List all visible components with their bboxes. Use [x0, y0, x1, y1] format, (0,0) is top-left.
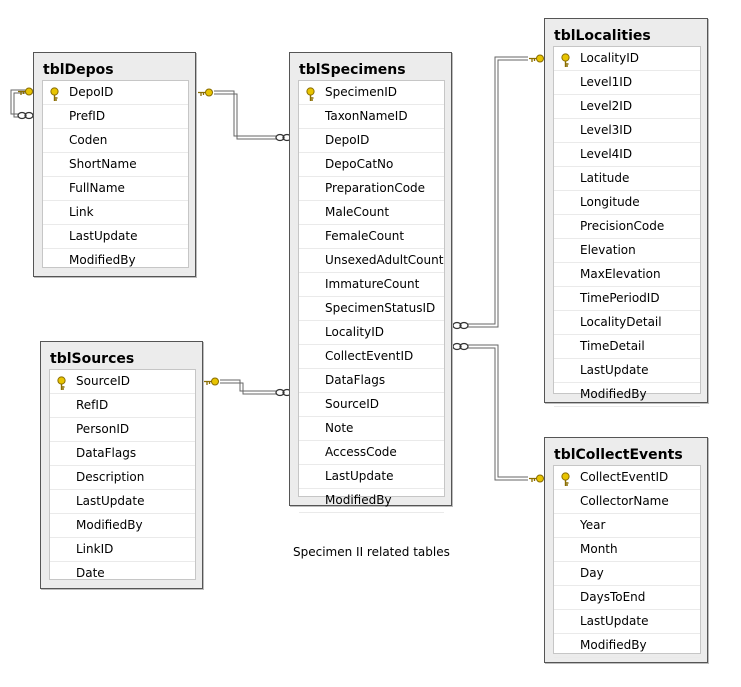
field-name: FullName — [69, 181, 125, 195]
field-name: PersonID — [76, 422, 130, 436]
field-name: CollectEventID — [325, 349, 414, 363]
field-name: PrefID — [69, 109, 106, 123]
field-row[interactable] — [554, 634, 700, 658]
field-row[interactable] — [299, 129, 444, 153]
field-name: LocalityID — [325, 325, 385, 339]
field-name: LastUpdate — [76, 494, 145, 508]
field-name: LastUpdate — [69, 229, 138, 243]
many-end-marker-specimens-locality — [453, 323, 468, 329]
field-name: Date — [76, 566, 105, 580]
field-row[interactable] — [43, 105, 188, 129]
field-name: PrecisionCode — [580, 219, 665, 233]
field-row[interactable] — [554, 95, 700, 119]
field-name: TimeDetail — [580, 339, 645, 353]
field-row[interactable] — [299, 225, 444, 249]
field-row[interactable] — [50, 418, 195, 442]
table-tbllocalities[interactable] — [544, 18, 708, 403]
primary-key-icon — [304, 85, 318, 100]
field-row[interactable] — [50, 538, 195, 562]
field-row[interactable] — [554, 610, 700, 634]
field-name: MaxElevation — [580, 267, 661, 281]
field-name: DaysToEnd — [580, 590, 646, 604]
field-name: MaleCount — [325, 205, 390, 219]
field-name: TimePeriodID — [580, 291, 660, 305]
field-row[interactable] — [554, 47, 700, 71]
table-tblspecimens[interactable] — [289, 52, 452, 506]
field-name: Latitude — [580, 171, 630, 185]
field-row[interactable] — [50, 562, 195, 586]
field-row[interactable] — [554, 143, 700, 167]
field-row[interactable] — [299, 249, 444, 273]
field-name: PreparationCode — [325, 181, 426, 195]
primary-key-icon — [48, 85, 62, 100]
field-name: LocalityID — [580, 51, 640, 65]
field-name: ImmatureCount — [325, 277, 420, 291]
field-row[interactable] — [554, 359, 700, 383]
many-end-marker-depos-self — [18, 113, 33, 119]
field-name: SpecimenStatusID — [325, 301, 436, 315]
field-row[interactable] — [554, 263, 700, 287]
field-name: ModifiedBy — [69, 253, 136, 267]
field-row[interactable] — [554, 191, 700, 215]
field-row[interactable] — [299, 489, 444, 513]
field-name: CollectorName — [580, 494, 669, 508]
field-name: SourceID — [325, 397, 379, 411]
table-title: tblLocalities — [554, 28, 651, 44]
field-name: Level2ID — [580, 99, 633, 113]
table-title: tblSpecimens — [299, 62, 406, 78]
field-row[interactable] — [554, 167, 700, 191]
field-name: DepoID — [325, 133, 370, 147]
table-title: tblDepos — [43, 62, 114, 78]
field-row[interactable] — [299, 105, 444, 129]
field-name: UnsexedAdultCount — [325, 253, 444, 267]
field-name: SpecimenID — [325, 85, 398, 99]
field-row[interactable] — [299, 417, 444, 441]
table-tblsources[interactable] — [40, 341, 203, 589]
field-name: SourceID — [76, 374, 130, 388]
field-row[interactable] — [299, 201, 444, 225]
table-title: tblCollectEvents — [554, 447, 683, 463]
field-row[interactable] — [50, 490, 195, 514]
field-row[interactable] — [554, 490, 700, 514]
field-row[interactable] — [50, 370, 195, 394]
field-row[interactable] — [50, 466, 195, 490]
field-name: Month — [580, 542, 618, 556]
field-list — [553, 46, 701, 401]
field-row[interactable] — [43, 129, 188, 153]
field-name: RefID — [76, 398, 109, 412]
field-list — [42, 80, 189, 268]
primary-key-icon — [559, 470, 573, 485]
primary-key-icon — [559, 51, 573, 66]
field-row[interactable] — [299, 81, 444, 105]
field-row[interactable] — [299, 321, 444, 345]
field-name: FemaleCount — [325, 229, 405, 243]
field-row[interactable] — [50, 394, 195, 418]
field-name: TaxonNameID — [325, 109, 408, 123]
field-row[interactable] — [299, 345, 444, 369]
field-name: DepoID — [69, 85, 114, 99]
field-row[interactable] — [554, 71, 700, 95]
field-name: DepoCatNo — [325, 157, 394, 171]
field-name: DataFlags — [325, 373, 386, 387]
field-list — [553, 465, 701, 654]
one-end-key-marker-sources — [204, 378, 219, 385]
field-name: Description — [76, 470, 145, 484]
field-row[interactable] — [299, 393, 444, 417]
field-row[interactable] — [299, 273, 444, 297]
field-name: ModifiedBy — [580, 387, 647, 401]
field-row[interactable] — [554, 287, 700, 311]
field-row[interactable] — [43, 225, 188, 249]
one-end-key-marker-collectevents — [529, 475, 544, 482]
field-row[interactable] — [554, 514, 700, 538]
primary-key-icon — [55, 374, 69, 389]
field-row[interactable] — [554, 335, 700, 359]
field-list — [298, 80, 445, 507]
field-name: Note — [325, 421, 354, 435]
field-row[interactable] — [554, 466, 700, 490]
field-name: DataFlags — [76, 446, 137, 460]
field-name: LastUpdate — [580, 614, 649, 628]
field-row[interactable] — [299, 297, 444, 321]
field-name: ModifiedBy — [76, 518, 143, 532]
field-name: LastUpdate — [325, 469, 394, 483]
field-row[interactable] — [554, 215, 700, 239]
field-row[interactable] — [554, 562, 700, 586]
field-row[interactable] — [43, 249, 188, 273]
field-row[interactable] — [299, 465, 444, 489]
field-row[interactable] — [299, 369, 444, 393]
field-row[interactable] — [554, 239, 700, 263]
one-end-key-marker-localities — [529, 55, 544, 62]
field-name: Longitude — [580, 195, 640, 209]
field-row[interactable] — [50, 442, 195, 466]
one-end-key-marker-depos-self — [18, 88, 33, 95]
field-row[interactable] — [554, 119, 700, 143]
table-title: tblSources — [50, 351, 135, 367]
field-name: Day — [580, 566, 604, 580]
one-end-key-marker-depos — [198, 89, 213, 96]
diagram-caption: Specimen II related tables — [293, 545, 450, 559]
field-name: Elevation — [580, 243, 636, 257]
table-tbldepos[interactable] — [33, 52, 196, 277]
field-row[interactable] — [299, 177, 444, 201]
field-row[interactable] — [299, 153, 444, 177]
field-name: Level4ID — [580, 147, 633, 161]
field-row[interactable] — [554, 586, 700, 610]
table-tblcollectevents[interactable] — [544, 437, 708, 663]
field-name: Year — [580, 518, 606, 532]
field-row[interactable] — [50, 514, 195, 538]
field-name: CollectEventID — [580, 470, 669, 484]
field-name: Level3ID — [580, 123, 633, 137]
field-row[interactable] — [554, 538, 700, 562]
field-name: ModifiedBy — [325, 493, 392, 507]
field-row[interactable] — [554, 383, 700, 407]
field-name: Level1ID — [580, 75, 633, 89]
field-row[interactable] — [43, 153, 188, 177]
field-name: ShortName — [69, 157, 137, 171]
field-name: LastUpdate — [580, 363, 649, 377]
field-list — [49, 369, 196, 580]
field-name: AccessCode — [325, 445, 397, 459]
field-name: LinkID — [76, 542, 114, 556]
field-name: Coden — [69, 133, 108, 147]
field-row[interactable] — [43, 81, 188, 105]
field-name: Link — [69, 205, 94, 219]
field-name: LocalityDetail — [580, 315, 662, 329]
field-row[interactable] — [299, 441, 444, 465]
field-row[interactable] — [43, 177, 188, 201]
field-name: ModifiedBy — [580, 638, 647, 652]
many-end-marker-specimens-collectevent — [453, 344, 468, 350]
field-row[interactable] — [43, 201, 188, 225]
field-row[interactable] — [554, 311, 700, 335]
